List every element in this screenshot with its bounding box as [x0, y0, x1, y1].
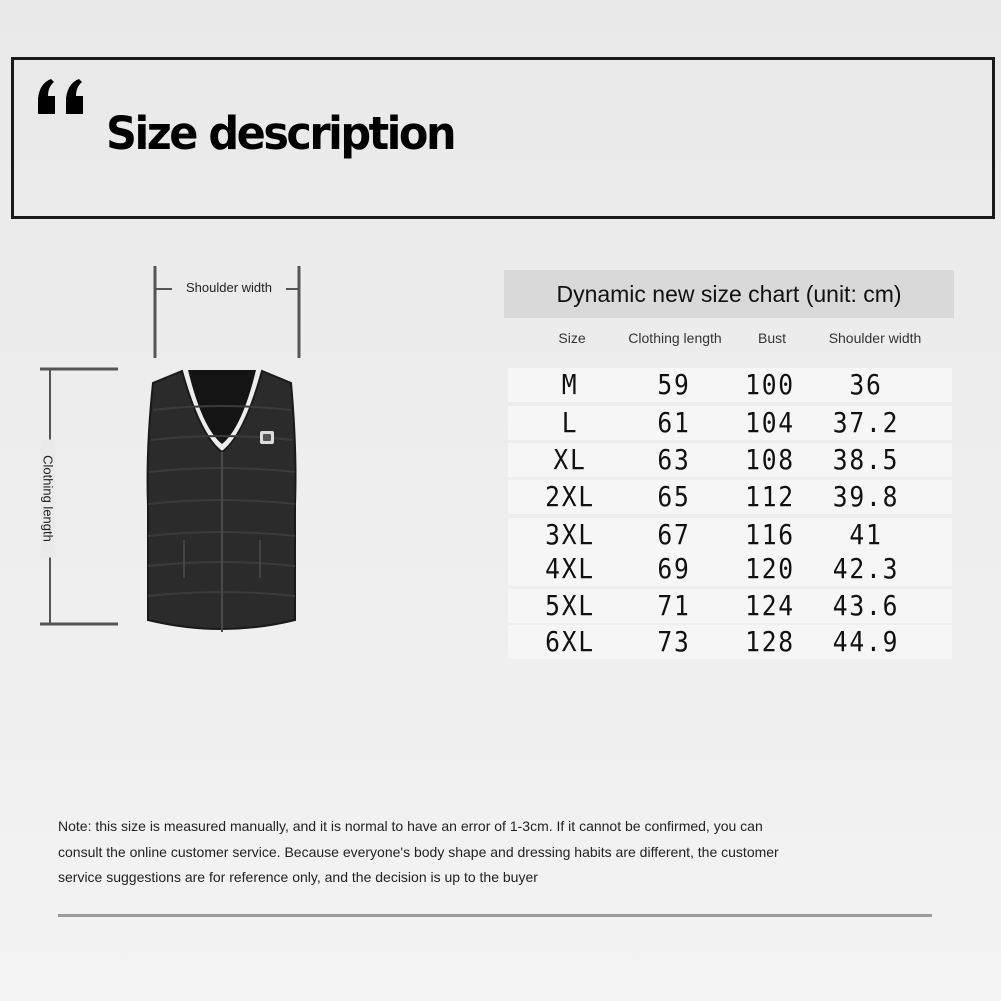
table-cell-size: 5XL [545, 589, 595, 622]
vest-image [148, 370, 296, 632]
table-cell-bust: 128 [745, 625, 795, 658]
table-row [508, 443, 952, 477]
table-row [508, 625, 952, 659]
table-cell-size: M [561, 368, 579, 401]
table-cell-bust: 112 [745, 480, 795, 513]
table-cell-clothing-length: 63 [657, 443, 691, 476]
column-header-size: Size [558, 330, 586, 346]
bottom-divider [58, 914, 932, 917]
table-cell-bust: 124 [745, 589, 795, 622]
table-cell-shoulder-width: 37.2 [832, 406, 900, 439]
table-cell-shoulder-width: 39.8 [832, 480, 900, 513]
table-cell-shoulder-width: 38.5 [832, 443, 900, 476]
table-cell-size: 3XL [545, 518, 595, 551]
table-cell-bust: 104 [745, 406, 795, 439]
clothing-length-label: Clothing length [41, 440, 56, 558]
table-row [508, 480, 952, 514]
column-header-shoulder-width: Shoulder width [828, 330, 922, 346]
table-cell-clothing-length: 65 [657, 480, 691, 513]
table-cell-clothing-length: 59 [657, 368, 691, 401]
table-row [508, 589, 952, 623]
table-cell-size: 2XL [545, 480, 595, 513]
table-cell-bust: 120 [745, 552, 795, 585]
table-row [508, 368, 952, 402]
table-cell-shoulder-width: 41 [849, 518, 883, 551]
size-chart-title: Dynamic new size chart (unit: cm) [504, 270, 954, 318]
column-header-bust: Bust [757, 330, 787, 346]
table-cell-shoulder-width: 36 [849, 368, 883, 401]
table-cell-size: 6XL [545, 625, 595, 658]
table-cell-size: 4XL [545, 552, 595, 585]
header-frame [11, 57, 995, 219]
table-row [508, 406, 952, 440]
table-cell-clothing-length: 61 [657, 406, 691, 439]
size-note: Note: this size is measured manually, and it is normal to have an error of 1-3cm. If it cannot be confirmed, you can consult the online customer service. Because everyone's body shape and dressing habits are different, the customer service suggestions are for reference only, and the decision is up to the buyer [58, 818, 779, 885]
table-cell-clothing-length: 73 [657, 625, 691, 658]
table-cell-bust: 108 [745, 443, 795, 476]
table-cell-bust: 116 [745, 518, 795, 551]
page-title: Size description [106, 108, 455, 161]
table-cell-clothing-length: 69 [657, 552, 691, 585]
table-row [508, 518, 952, 552]
table-cell-shoulder-width: 43.6 [832, 589, 900, 622]
table-cell-size: L [561, 406, 579, 439]
table-cell-clothing-length: 67 [657, 518, 691, 551]
table-cell-clothing-length: 71 [657, 589, 691, 622]
table-cell-size: XL [553, 443, 587, 476]
table-cell-shoulder-width: 42.3 [832, 552, 900, 585]
quote-mark-icon [34, 76, 90, 116]
table-cell-shoulder-width: 44.9 [832, 625, 900, 658]
table-row [508, 552, 952, 586]
column-header-clothing-length: Clothing length [628, 330, 722, 346]
shoulder-width-label: Shoulder width [172, 280, 286, 295]
table-cell-bust: 100 [745, 368, 795, 401]
